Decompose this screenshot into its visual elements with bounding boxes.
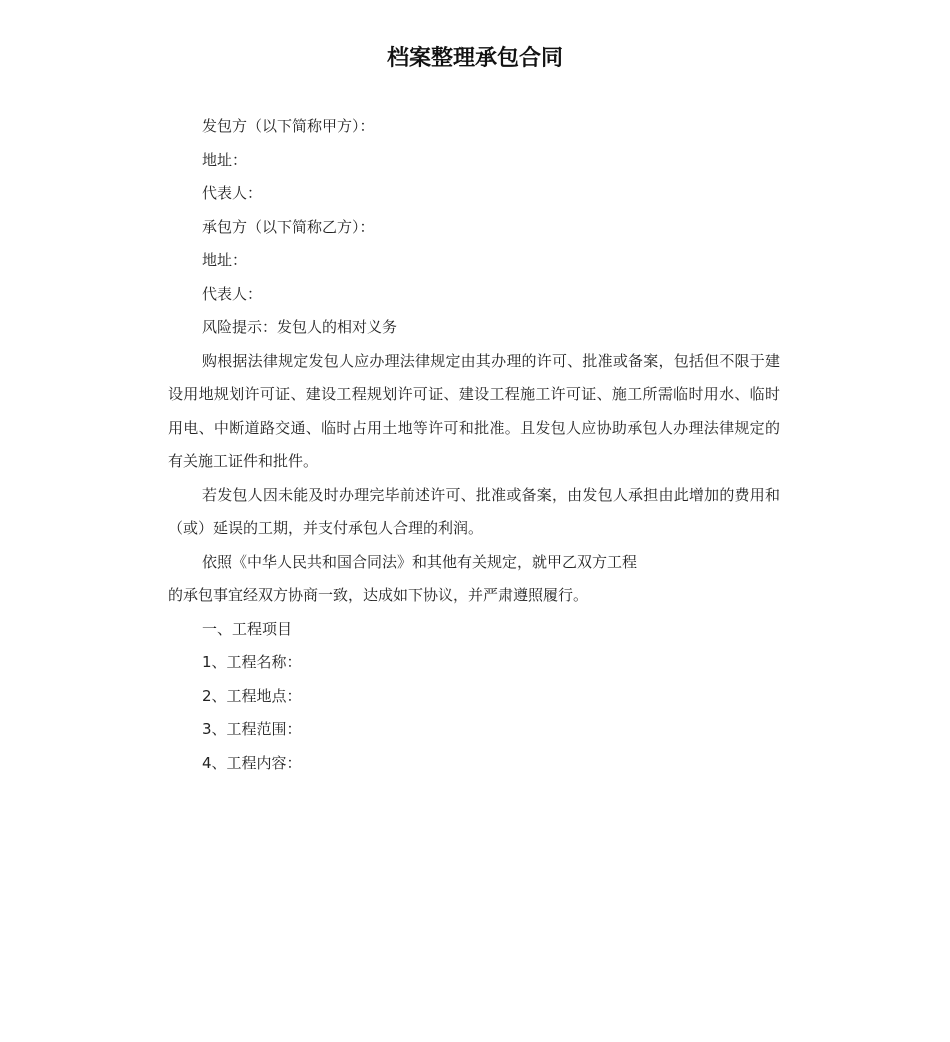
item-project-name: 1、工程名称： bbox=[202, 653, 302, 671]
document-title: 档案整理承包合同 bbox=[386, 46, 563, 71]
item-project-scope: 3、工程范围： bbox=[202, 720, 302, 738]
paragraph-agreement-line-1: 依照《中华人民共和国合同法》和其他有关规定，就甲乙双方工程 bbox=[202, 552, 638, 571]
risk-note: 风险提示：发包人的相对义务 bbox=[202, 318, 398, 336]
document-body bbox=[168, 110, 780, 780]
section-heading-project: 一、工程项目 bbox=[202, 619, 293, 638]
paragraph-agreement-line-2: 的承包事宜经双方协商一致，达成如下协议，并严肃遵照履行。 bbox=[168, 586, 589, 604]
paragraph-liability: 若发包人因未能及时办理完毕前述许可、批准或备案，由发包人承担由此增加的费用和（或）延误的工期，并支付承包人合理的利润。 bbox=[168, 485, 780, 537]
party-b-representative: 代表人： bbox=[202, 284, 263, 303]
party-b-line: 承包方（以下简称乙方）： bbox=[202, 217, 375, 236]
paragraph-permits: 购根据法律规定发包人应办理法律规定由其办理的许可、批准或备案，包括但不限于建设用地规划许可证、建设工程规划许可证、建设工程施工许可证、施工所需临时用水、临时用电、中断道路交通、临时占用土地等许可和批准。且发包人应协助承包人办理法律规定的有关施工证件和批件。 bbox=[168, 351, 780, 470]
party-a-representative: 代表人： bbox=[202, 184, 263, 202]
party-a-address: 地址： bbox=[202, 150, 248, 169]
item-project-location: 2、工程地点： bbox=[202, 686, 302, 705]
party-b-address: 地址： bbox=[202, 251, 248, 269]
item-project-content: 4、工程内容： bbox=[202, 753, 302, 772]
party-a-line: 发包方（以下简称甲方）： bbox=[202, 117, 375, 135]
